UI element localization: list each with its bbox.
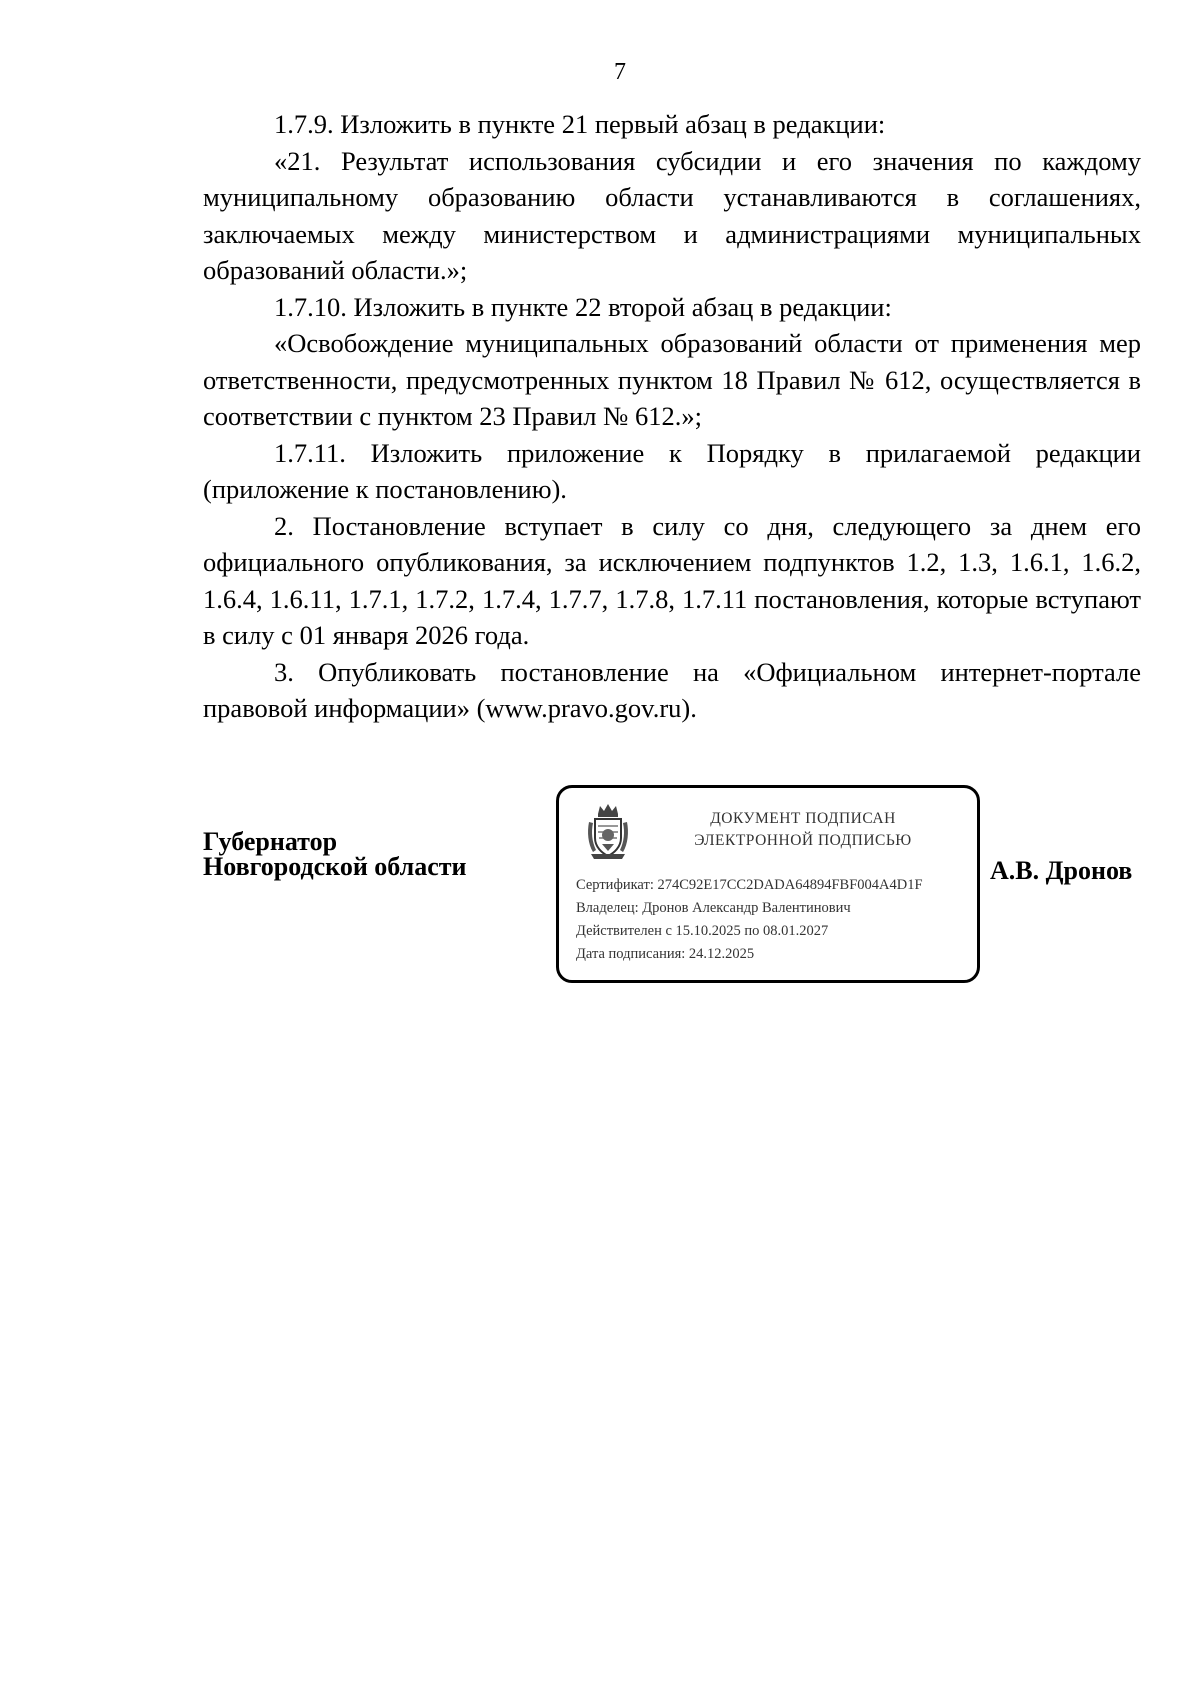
paragraph-2-effective-date: 2. Постановление вступает в силу со дня, следующего за днем его официального опубликования, за исключением подпунктов 1.2, 1.3, 1.6.1, 1.6.2, 1.6.4, 1.6.11, 1.7.1, 1.7.2, 1.7.4, 1.7.7, 1.7.8, 1.7.11 постановления, которые вступают в силу с 01 января 2026 года. bbox=[203, 510, 1141, 650]
signer-position-line1: Губернатор bbox=[203, 827, 338, 856]
stamp-details bbox=[576, 874, 976, 966]
paragraph-3-publication: 3. Опубликовать постановление на «Официальном интернет-портале правовой информации» (www.pravo.gov.ru). bbox=[203, 656, 1141, 723]
paragraph-quote-21: «21. Результат использования субсидии и его значения по каждому муниципальному образованию области устанавливаются в соглашениях, заключаемых между министерством и администрациями муниципальных образований области.»; bbox=[203, 145, 1141, 285]
stamp-title-line2: ЭЛЕКТРОННОЙ ПОДПИСЬЮ bbox=[694, 832, 912, 849]
paragraph-1-7-10: 1.7.10. Изложить в пункте 22 второй абзац в редакции: bbox=[274, 291, 892, 322]
stamp-title-line1: ДОКУМЕНТ ПОДПИСАН bbox=[710, 810, 896, 827]
signature-block bbox=[0, 785, 1200, 1005]
stamp-signing-date: Дата подписания: 24.12.2025 bbox=[576, 946, 755, 962]
coat-of-arms-icon bbox=[585, 802, 631, 860]
stamp-validity: Действителен с 15.10.2025 по 08.01.2027 bbox=[576, 923, 829, 939]
stamp-certificate: Сертификат: 274C92E17CC2DADA64894FBF004A4D1F bbox=[576, 877, 923, 893]
electronic-signature-stamp bbox=[556, 785, 980, 983]
paragraph-quote-release: «Освобождение муниципальных образований области от применения мер ответственности, предусмотренных пунктом 18 Правил № 612, осуществляется в соответствии с пунктом 23 Правил № 612.»; bbox=[203, 328, 1141, 431]
signer-name: А.В. Дронов bbox=[990, 856, 1133, 885]
signer-position-line2: Новгородской области bbox=[203, 852, 467, 881]
body-text bbox=[203, 106, 1141, 727]
paragraph-1-7-9: 1.7.9. Изложить в пункте 21 первый абзац в редакции: bbox=[274, 109, 886, 139]
paragraph-1-7-11: 1.7.11. Изложить приложение к Порядку в прилагаемой редакции (приложение к постановлению). bbox=[203, 437, 1141, 504]
stamp-title bbox=[643, 808, 963, 852]
page-number: 7 bbox=[614, 59, 626, 85]
stamp-owner: Владелец: Дронов Александр Валентинович bbox=[576, 900, 851, 916]
signer-position bbox=[203, 829, 467, 879]
